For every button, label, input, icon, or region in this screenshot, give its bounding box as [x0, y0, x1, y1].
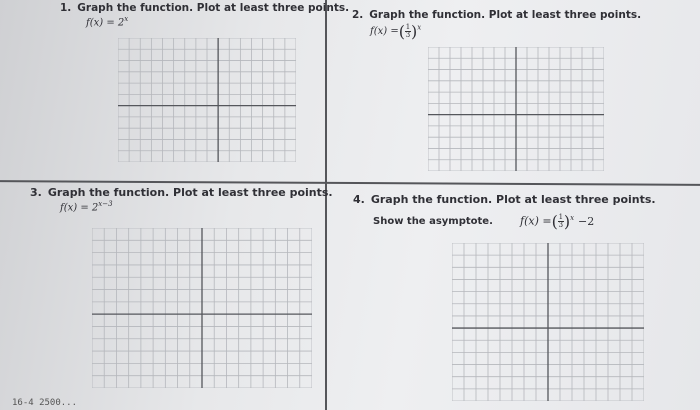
problem-3-text: Graph the function. Plot at least three points.	[47, 186, 333, 199]
problem-3-base: f(x) = 2	[60, 202, 99, 214]
problem-2-grid	[428, 47, 604, 171]
problem-2-frac-den: 3	[405, 31, 411, 39]
problem-2-instruction	[352, 9, 641, 21]
problem-4-instruction	[353, 193, 656, 206]
problem-3-grid	[92, 228, 312, 388]
problem-4-asymptote-note: Show the asymptote.	[373, 216, 493, 227]
problem-4-exponent: x	[570, 213, 575, 222]
problem-4-grid	[452, 243, 644, 401]
problem-2-number: 2.	[352, 9, 364, 21]
problem-2-exponent: x	[417, 23, 422, 32]
problem-4-text: Graph the function. Plot at least three points.	[370, 193, 656, 206]
problem-4-frac-num: 1	[558, 213, 564, 221]
problem-1-text: Graph the function. Plot at least three points.	[77, 2, 350, 14]
vertical-divider	[325, 0, 327, 410]
footer-text: 16-4 2500...	[12, 398, 78, 408]
problem-4-number: 4.	[353, 193, 365, 206]
problem-1-exponent: x	[124, 15, 129, 23]
problem-3-function	[60, 200, 113, 213]
problem-3-exponent: x−3	[98, 200, 113, 208]
problem-2-frac-num: 1	[405, 23, 411, 31]
problem-3-number: 3.	[30, 186, 42, 199]
problem-1-number: 1.	[60, 2, 72, 14]
problem-4-function: f(x) =( $\frac{1}{3}$ )$^x$ −2	[520, 212, 595, 231]
problem-4-suffix: −2	[578, 214, 595, 228]
problem-2-prefix: f(x) =	[370, 26, 399, 37]
problem-2-function: f(x) =( $\frac{1}{3}$ )$^x$	[370, 22, 422, 41]
problem-4-prefix: f(x) =	[520, 214, 552, 228]
problem-1-base: f(x) = 2	[86, 17, 125, 29]
problem-1-instruction	[60, 2, 349, 14]
problem-2-text: Graph the function. Plot at least three points.	[369, 9, 642, 21]
problem-4-frac-den: 3	[558, 221, 564, 229]
problem-1-grid	[118, 38, 296, 162]
horizontal-divider	[0, 180, 700, 186]
problem-3-instruction	[30, 186, 333, 199]
problem-1-function	[86, 15, 128, 28]
